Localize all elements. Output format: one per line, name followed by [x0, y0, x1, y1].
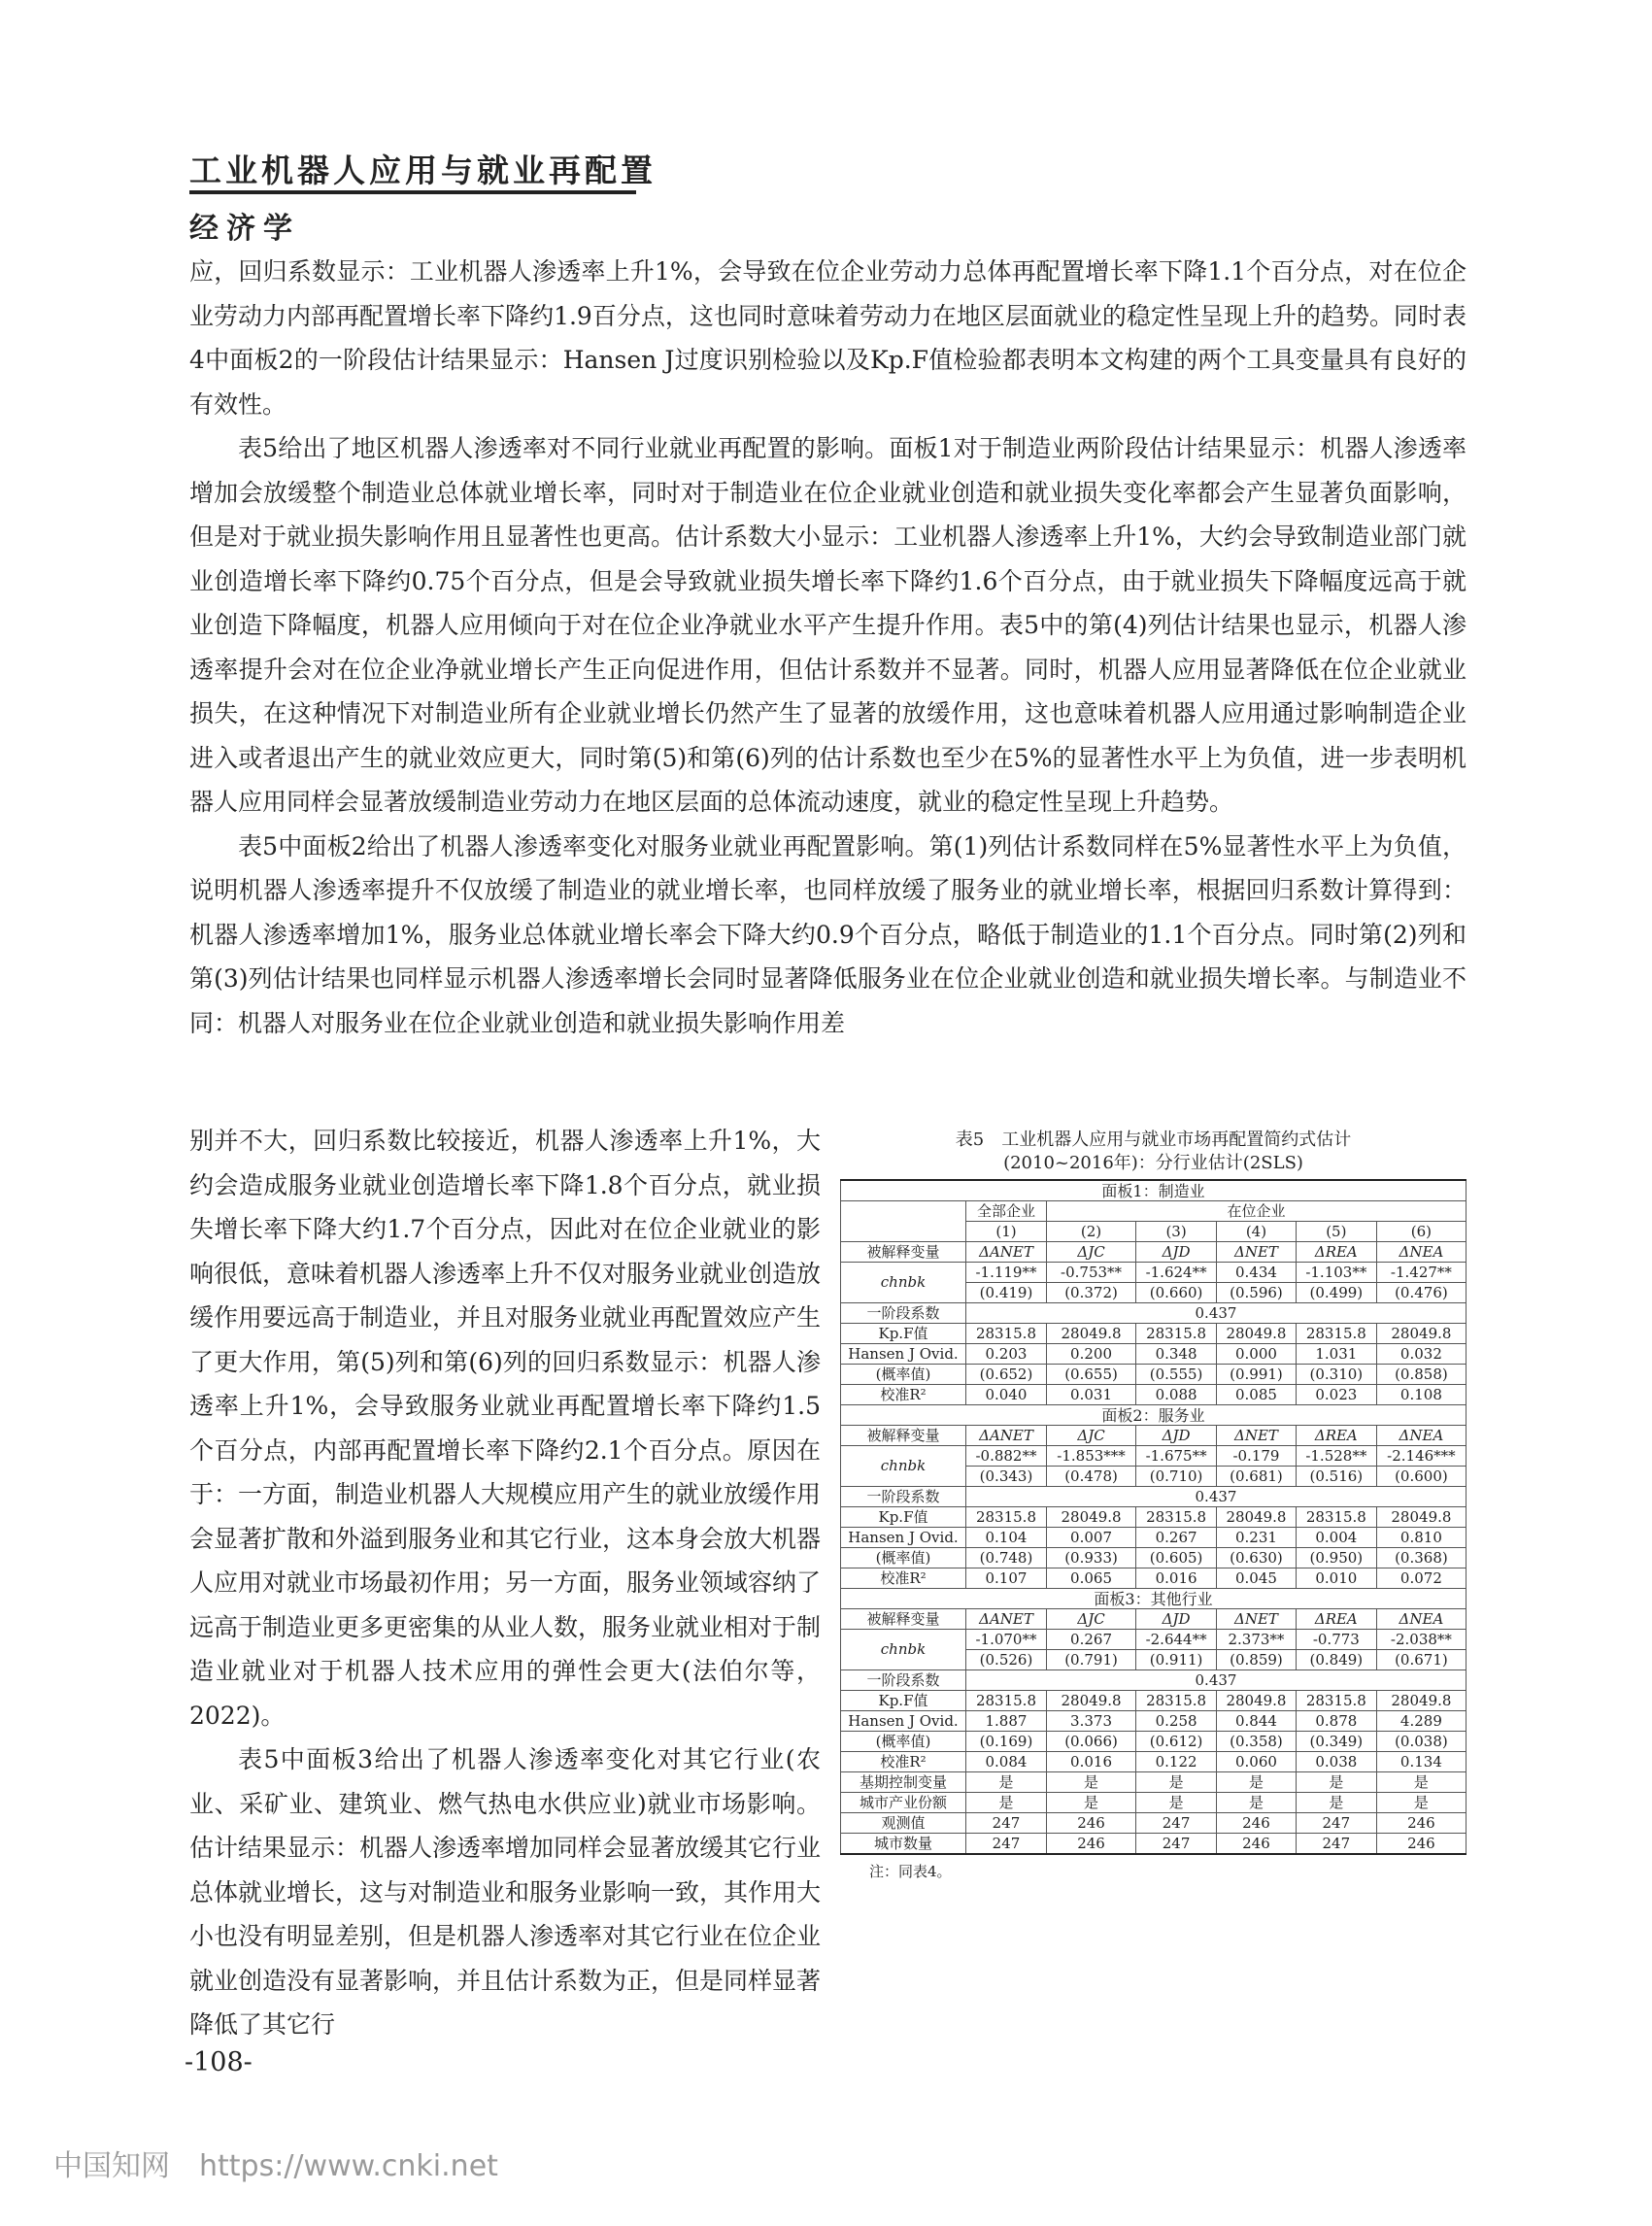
group-header: 全部企业: [966, 1201, 1047, 1222]
dependent-variable: ΔNET: [1217, 1242, 1297, 1263]
regressor-label: chnbk: [841, 1446, 966, 1487]
kpf-value: 28049.8: [1376, 1324, 1466, 1344]
standard-error: (0.791): [1046, 1650, 1135, 1670]
regressor-label: chnbk: [841, 1630, 966, 1670]
p-value: (0.950): [1296, 1548, 1376, 1568]
standard-error: (0.478): [1046, 1467, 1135, 1487]
footer-value: 246: [1376, 1834, 1466, 1855]
kpf-value: 28049.8: [1046, 1691, 1135, 1711]
kpf-value: 28315.8: [966, 1691, 1047, 1711]
r2-value: 0.122: [1136, 1752, 1217, 1772]
p-value: (0.605): [1136, 1548, 1217, 1568]
r2-value: 0.031: [1046, 1385, 1135, 1405]
hansen-value: 4.289: [1376, 1711, 1466, 1732]
standard-error: (0.476): [1376, 1283, 1466, 1303]
footer-value: 是: [966, 1772, 1047, 1793]
first-stage-row: [841, 1487, 1467, 1507]
p-value: (0.349): [1296, 1732, 1376, 1752]
standard-error: (0.710): [1136, 1467, 1217, 1487]
paragraph: 应，回归系数显示：工业机器人渗透率上升1%，会导致在位企业劳动力总体再配置增长率下降1.1个百分点，对在位企业劳动力内部再配置增长率下降约1.9百分点，这也同时意味着劳动力在地区层面就业的稳定性呈现上升的趋势。同时表4中面板2的一阶段估计结果显示：Hansen J过度识别检验以及Kp.F值检验都表明本文构建的两个工具变量具有良好的有效性。: [189, 257, 1467, 419]
first-stage-value: 0.437: [966, 1303, 1467, 1324]
group-header-row: [841, 1201, 1467, 1222]
r2-value: 0.010: [1296, 1568, 1376, 1589]
standard-error: (0.596): [1217, 1283, 1297, 1303]
p-value: (0.169): [966, 1732, 1047, 1752]
footer-value: 是: [1376, 1772, 1466, 1793]
first-stage-row: [841, 1303, 1467, 1324]
first-stage-value: 0.437: [966, 1670, 1467, 1691]
journal-title: 工业机器人应用与就业再配置: [189, 152, 657, 189]
row-label: Hansen J Ovid.: [841, 1528, 966, 1548]
p-value: (0.655): [1046, 1365, 1135, 1385]
row-label: 被解释变量: [841, 1242, 966, 1263]
coefficient-row: [841, 1263, 1467, 1283]
panel-title-row: [841, 1589, 1467, 1609]
row-label: Kp.F值: [841, 1691, 966, 1711]
table-caption-subtitle: (2010~2016年)：分行业估计(2SLS): [1003, 1153, 1303, 1173]
coefficient: -1.119**: [966, 1263, 1047, 1283]
footer-row: [841, 1793, 1467, 1813]
kpf-value: 28049.8: [1217, 1324, 1297, 1344]
coefficient: -0.753**: [1046, 1263, 1135, 1283]
kpf-value: 28049.8: [1217, 1507, 1297, 1528]
dependent-variable: ΔNEA: [1376, 1609, 1466, 1630]
kpf-value: 28315.8: [1296, 1324, 1376, 1344]
hansen-value: 0.231: [1217, 1528, 1297, 1548]
panel-title-row: [841, 1180, 1467, 1201]
pvalue-row: [841, 1548, 1467, 1568]
coefficient: -0.773: [1296, 1630, 1376, 1650]
kpf-row: [841, 1507, 1467, 1528]
dependent-variable-row: [841, 1242, 1467, 1263]
r2-row: [841, 1752, 1467, 1772]
hansen-value: 0.878: [1296, 1711, 1376, 1732]
dependent-variable: ΔJC: [1046, 1242, 1135, 1263]
dependent-variable: ΔNET: [1217, 1609, 1297, 1630]
footer-value: 是: [1046, 1772, 1135, 1793]
r2-value: 0.023: [1296, 1385, 1376, 1405]
regression-table: [840, 1129, 1467, 1881]
kpf-row: [841, 1324, 1467, 1344]
standard-error: (0.499): [1296, 1283, 1376, 1303]
header-corner: [841, 1201, 966, 1242]
table-caption: 表5 工业机器人应用与就业市场再配置简约式估计: [955, 1130, 1352, 1150]
kpf-value: 28049.8: [1217, 1691, 1297, 1711]
row-label: Kp.F值: [841, 1507, 966, 1528]
footer-value: 247: [1136, 1834, 1217, 1855]
p-value: (0.555): [1136, 1365, 1217, 1385]
dependent-variable-row: [841, 1609, 1467, 1630]
footer-value: 246: [1217, 1813, 1297, 1834]
hansen-value: 0.104: [966, 1528, 1047, 1548]
p-value: (0.368): [1376, 1548, 1466, 1568]
paragraph: 表5给出了地区机器人渗透率对不同行业就业再配置的影响。面板1对于制造业两阶段估计结果显示：机器人渗透率增加会放缓整个制造业总体就业增长率，同时对于制造业在位企业就业创造和就业损失变化率都会产生显著负面影响，但是对于就业损失影响作用且显著性也更高。估计系数大小显示：工业机器人渗透率上升1%，大约会导致制造业部门就业创造增长率下降约0.75个百分点，但是会导致就业损失增长率下降约1.6个百分点，由于就业损失下降幅度远高于就业创造下降幅度，机器人应用倾向于对在位企业净就业水平产生提升作用。表5中的第(4)列估计结果也显示，机器人渗透率提升会对在位企业净就业增长产生正向促进作用，但估计系数并不显著。同时，机器人应用显著降低在位企业就业损失，在这种情况下对制造业所有企业就业增长仍然产生了显著的放缓作用，这也意味着机器人应用通过影响制造企业进入或者退出产生的就业效应更大，同时第(5)和第(6)列的估计系数也至少在5%的显著性水平上为负值，进一步表明机器人应用同样会显著放缓制造业劳动力在地区层面的总体流动速度，就业的稳定性呈现上升趋势。: [189, 434, 1467, 816]
page-number: -108-: [185, 2047, 253, 2077]
footer-value: 是: [1376, 1793, 1466, 1813]
footer-value: 246: [1376, 1813, 1466, 1834]
kpf-value: 28315.8: [1136, 1324, 1217, 1344]
r2-value: 0.107: [966, 1568, 1047, 1589]
standard-error: (0.849): [1296, 1650, 1376, 1670]
paragraph: 别并不大，回归系数比较接近，机器人渗透率上升1%，大约会造成服务业就业创造增长率下降1.8个百分点，就业损失增长率下降大约1.7个百分点，因此对在位企业就业的影响很低，意味着机器人渗透率上升不仅对服务业就业创造放缓作用要远高于制造业，并且对服务业就业再配置效应产生了更大作用，第(5)列和第(6)列的回归系数显示：机器人渗透率上升1%，会导致服务业就业再配置增长率下降约1.5个百分点，内部再配置增长率下降约2.1个百分点。原因在于：一方面，制造业机器人大规模应用产生的就业放缓作用会显著扩散和外溢到服务业和其它行业，这本身会放大机器人应用对就业市场最初作用；另一方面，服务业领域容纳了远高于制造业更多更密集的从业人数，服务业就业相对于制造业就业对于机器人技术应用的弹性会更大(法伯尔等，2022)。: [189, 1127, 822, 1730]
row-label: (概率值): [841, 1365, 966, 1385]
r2-value: 0.108: [1376, 1385, 1466, 1405]
row-label: 基期控制变量: [841, 1772, 966, 1793]
hansen-value: 1.887: [966, 1711, 1047, 1732]
dependent-variable: ΔNET: [1217, 1426, 1297, 1446]
dependent-variable: ΔNEA: [1376, 1242, 1466, 1263]
p-value: (0.038): [1376, 1732, 1466, 1752]
hansen-value: 0.004: [1296, 1528, 1376, 1548]
footer-value: 247: [966, 1813, 1047, 1834]
r2-value: 0.045: [1217, 1568, 1297, 1589]
coefficient: -1.103**: [1296, 1263, 1376, 1283]
standard-error: (0.343): [966, 1467, 1047, 1487]
row-label: 一阶段系数: [841, 1670, 966, 1691]
column-number: (1): [966, 1222, 1047, 1242]
coefficient: -1.675**: [1136, 1446, 1217, 1467]
dependent-variable: ΔJD: [1136, 1609, 1217, 1630]
r2-row: [841, 1568, 1467, 1589]
footer-value: 是: [1217, 1793, 1297, 1813]
kpf-value: 28315.8: [1136, 1507, 1217, 1528]
table-note: 注：同表4。: [869, 1863, 952, 1880]
kpf-value: 28315.8: [966, 1507, 1047, 1528]
hansen-row: [841, 1711, 1467, 1732]
coefficient: 2.373**: [1217, 1630, 1297, 1650]
r2-value: 0.084: [966, 1752, 1047, 1772]
r2-value: 0.016: [1046, 1752, 1135, 1772]
footer-row: [841, 1813, 1467, 1834]
footer-value: 是: [966, 1793, 1047, 1813]
hansen-value: 0.348: [1136, 1344, 1217, 1365]
r2-value: 0.038: [1296, 1752, 1376, 1772]
footer-value: 246: [1046, 1834, 1135, 1855]
kpf-value: 28315.8: [1296, 1507, 1376, 1528]
row-label: 被解释变量: [841, 1609, 966, 1630]
hansen-value: 3.373: [1046, 1711, 1135, 1732]
hansen-row: [841, 1344, 1467, 1365]
hansen-value: 0.258: [1136, 1711, 1217, 1732]
panel-title: 面板1：制造业: [841, 1180, 1467, 1201]
footer-value: 是: [1296, 1793, 1376, 1813]
r2-value: 0.065: [1046, 1568, 1135, 1589]
header-divider: [189, 190, 636, 194]
dependent-variable: ΔANET: [966, 1242, 1047, 1263]
p-value: (0.358): [1217, 1732, 1297, 1752]
coefficient: -2.644**: [1136, 1630, 1217, 1650]
p-value: (0.991): [1217, 1365, 1297, 1385]
regressor-label: chnbk: [841, 1263, 966, 1303]
dependent-variable: ΔANET: [966, 1609, 1047, 1630]
row-label: (概率值): [841, 1548, 966, 1568]
dependent-variable: ΔJD: [1136, 1242, 1217, 1263]
row-label: Kp.F值: [841, 1324, 966, 1344]
table-body: [840, 1179, 1467, 1855]
footer-row: [841, 1834, 1467, 1855]
p-value: (0.612): [1136, 1732, 1217, 1752]
footer-value: 是: [1046, 1793, 1135, 1813]
r2-value: 0.072: [1376, 1568, 1466, 1589]
standard-error: (0.859): [1217, 1650, 1297, 1670]
row-label: Hansen J Ovid.: [841, 1344, 966, 1365]
hansen-value: 0.007: [1046, 1528, 1135, 1548]
standard-error: (0.660): [1136, 1283, 1217, 1303]
r2-value: 0.085: [1217, 1385, 1297, 1405]
column-number: (6): [1376, 1222, 1466, 1242]
coefficient: -2.038**: [1376, 1630, 1466, 1650]
p-value: (0.933): [1046, 1548, 1135, 1568]
p-value: (0.630): [1217, 1548, 1297, 1568]
hansen-value: 0.810: [1376, 1528, 1466, 1548]
panel-title-row: [841, 1405, 1467, 1426]
paragraph: 表5中面板2给出了机器人渗透率变化对服务业就业再配置影响。第(1)列估计系数同样在5%显著性水平上为负值，说明机器人渗透率提升不仅放缓了制造业的就业增长率，也同样放缓了服务业的就业增长率，根据回归系数计算得到：机器人渗透率增加1%，服务业总体就业增长率会下降大约0.9个百分点，略低于制造业的1.1个百分点。同时第(2)列和第(3)列估计结果也同样显示机器人渗透率增长会同时显著降低服务业在位企业就业创造和就业损失增长率。与制造业不同：机器人对服务业在位企业就业创造和就业损失影响作用差: [189, 831, 1467, 1037]
coefficient: 0.267: [1046, 1630, 1135, 1650]
dependent-variable: ΔREA: [1296, 1609, 1376, 1630]
kpf-value: 28049.8: [1376, 1507, 1466, 1528]
p-value: (0.652): [966, 1365, 1047, 1385]
standard-error: (0.516): [1296, 1467, 1376, 1487]
footer-value: 246: [1217, 1834, 1297, 1855]
coefficient: -1.624**: [1136, 1263, 1217, 1283]
standard-error: (0.681): [1217, 1467, 1297, 1487]
p-value: (0.066): [1046, 1732, 1135, 1752]
r2-value: 0.060: [1217, 1752, 1297, 1772]
panel-title: 面板2：服务业: [841, 1405, 1467, 1426]
column-number: (5): [1296, 1222, 1376, 1242]
first-stage-value: 0.437: [966, 1487, 1467, 1507]
p-value: (0.310): [1296, 1365, 1376, 1385]
kpf-value: 28315.8: [966, 1324, 1047, 1344]
kpf-value: 28049.8: [1046, 1324, 1135, 1344]
standard-error: (0.526): [966, 1650, 1047, 1670]
pvalue-row: [841, 1732, 1467, 1752]
panel-title: 面板3：其他行业: [841, 1589, 1467, 1609]
footer-value: 是: [1296, 1772, 1376, 1793]
row-label: 一阶段系数: [841, 1487, 966, 1507]
footer-value: 246: [1046, 1813, 1135, 1834]
coefficient: 0.434: [1217, 1263, 1297, 1283]
column-number: (2): [1046, 1222, 1135, 1242]
footer-value: 247: [1296, 1834, 1376, 1855]
hansen-value: 0.267: [1136, 1528, 1217, 1548]
footer-value: 是: [1136, 1772, 1217, 1793]
coefficient-row: [841, 1630, 1467, 1650]
watermark-url: https://www.cnki.net: [199, 2149, 498, 2183]
dependent-variable: ΔJC: [1046, 1609, 1135, 1630]
dependent-variable: ΔREA: [1296, 1426, 1376, 1446]
row-label: 校准R²: [841, 1568, 966, 1589]
first-stage-row: [841, 1670, 1467, 1691]
coefficient: -1.853***: [1046, 1446, 1135, 1467]
watermark-brand: 中国知网: [53, 2149, 170, 2183]
kpf-row: [841, 1691, 1467, 1711]
row-label: 观测值: [841, 1813, 966, 1834]
pvalue-row: [841, 1365, 1467, 1385]
r2-value: 0.134: [1376, 1752, 1466, 1772]
group-header: 在位企业: [1046, 1201, 1466, 1222]
watermark: [53, 2142, 498, 2184]
hansen-value: 0.000: [1217, 1344, 1297, 1365]
kpf-value: 28315.8: [1136, 1691, 1217, 1711]
row-label: 一阶段系数: [841, 1303, 966, 1324]
dependent-variable: ΔJC: [1046, 1426, 1135, 1446]
hansen-value: 0.844: [1217, 1711, 1297, 1732]
footer-row: [841, 1772, 1467, 1793]
row-label: 校准R²: [841, 1752, 966, 1772]
kpf-value: 28049.8: [1046, 1507, 1135, 1528]
r2-row: [841, 1385, 1467, 1405]
body-text-left-column: [189, 1119, 821, 2047]
hansen-value: 0.200: [1046, 1344, 1135, 1365]
standard-error: (0.911): [1136, 1650, 1217, 1670]
hansen-value: 1.031: [1296, 1344, 1376, 1365]
standard-error: (0.372): [1046, 1283, 1135, 1303]
body-text-full-width: [189, 250, 1467, 1045]
coefficient: -2.146***: [1376, 1446, 1466, 1467]
column-number: (3): [1136, 1222, 1217, 1242]
r2-value: 0.088: [1136, 1385, 1217, 1405]
footer-value: 是: [1217, 1772, 1297, 1793]
row-label: 城市产业份额: [841, 1793, 966, 1813]
coefficient: -1.528**: [1296, 1446, 1376, 1467]
coefficient: -1.427**: [1376, 1263, 1466, 1283]
p-value: (0.748): [966, 1548, 1047, 1568]
row-label: Hansen J Ovid.: [841, 1711, 966, 1732]
footer-value: 是: [1136, 1793, 1217, 1813]
hansen-value: 0.032: [1376, 1344, 1466, 1365]
hansen-value: 0.203: [966, 1344, 1047, 1365]
standard-error: (0.600): [1376, 1467, 1466, 1487]
paragraph: 表5中面板3给出了机器人渗透率变化对其它行业(农业、采矿业、建筑业、燃气热电水供应业)就业市场影响。估计结果显示：机器人渗透率增加同样会显著放缓其它行业总体就业增长，这与对制造业和服务业影响一致，其作用大小也没有明显差别，但是机器人渗透率对其它行业在位企业就业创造没有显著影响，并且估计系数为正，但是同样显著降低了其它行: [189, 1745, 822, 2039]
hansen-row: [841, 1528, 1467, 1548]
footer-value: 247: [1136, 1813, 1217, 1834]
row-label: (概率值): [841, 1732, 966, 1752]
r2-value: 0.040: [966, 1385, 1047, 1405]
standard-error: (0.419): [966, 1283, 1047, 1303]
coefficient-row: [841, 1446, 1467, 1467]
r2-value: 0.016: [1136, 1568, 1217, 1589]
dependent-variable-row: [841, 1426, 1467, 1446]
standard-error: (0.671): [1376, 1650, 1466, 1670]
kpf-value: 28315.8: [1296, 1691, 1376, 1711]
dependent-variable: ΔANET: [966, 1426, 1047, 1446]
column-number: (4): [1217, 1222, 1297, 1242]
coefficient: -1.070**: [966, 1630, 1047, 1650]
row-label: 被解释变量: [841, 1426, 966, 1446]
row-label: 城市数量: [841, 1834, 966, 1855]
kpf-value: 28049.8: [1376, 1691, 1466, 1711]
dependent-variable: ΔJD: [1136, 1426, 1217, 1446]
footer-value: 247: [1296, 1813, 1376, 1834]
p-value: (0.858): [1376, 1365, 1466, 1385]
row-label: 校准R²: [841, 1385, 966, 1405]
footer-value: 247: [966, 1834, 1047, 1855]
dependent-variable: ΔREA: [1296, 1242, 1376, 1263]
coefficient: -0.179: [1217, 1446, 1297, 1467]
coefficient: -0.882**: [966, 1446, 1047, 1467]
journal-section: 经济学: [189, 212, 300, 246]
dependent-variable: ΔNEA: [1376, 1426, 1466, 1446]
